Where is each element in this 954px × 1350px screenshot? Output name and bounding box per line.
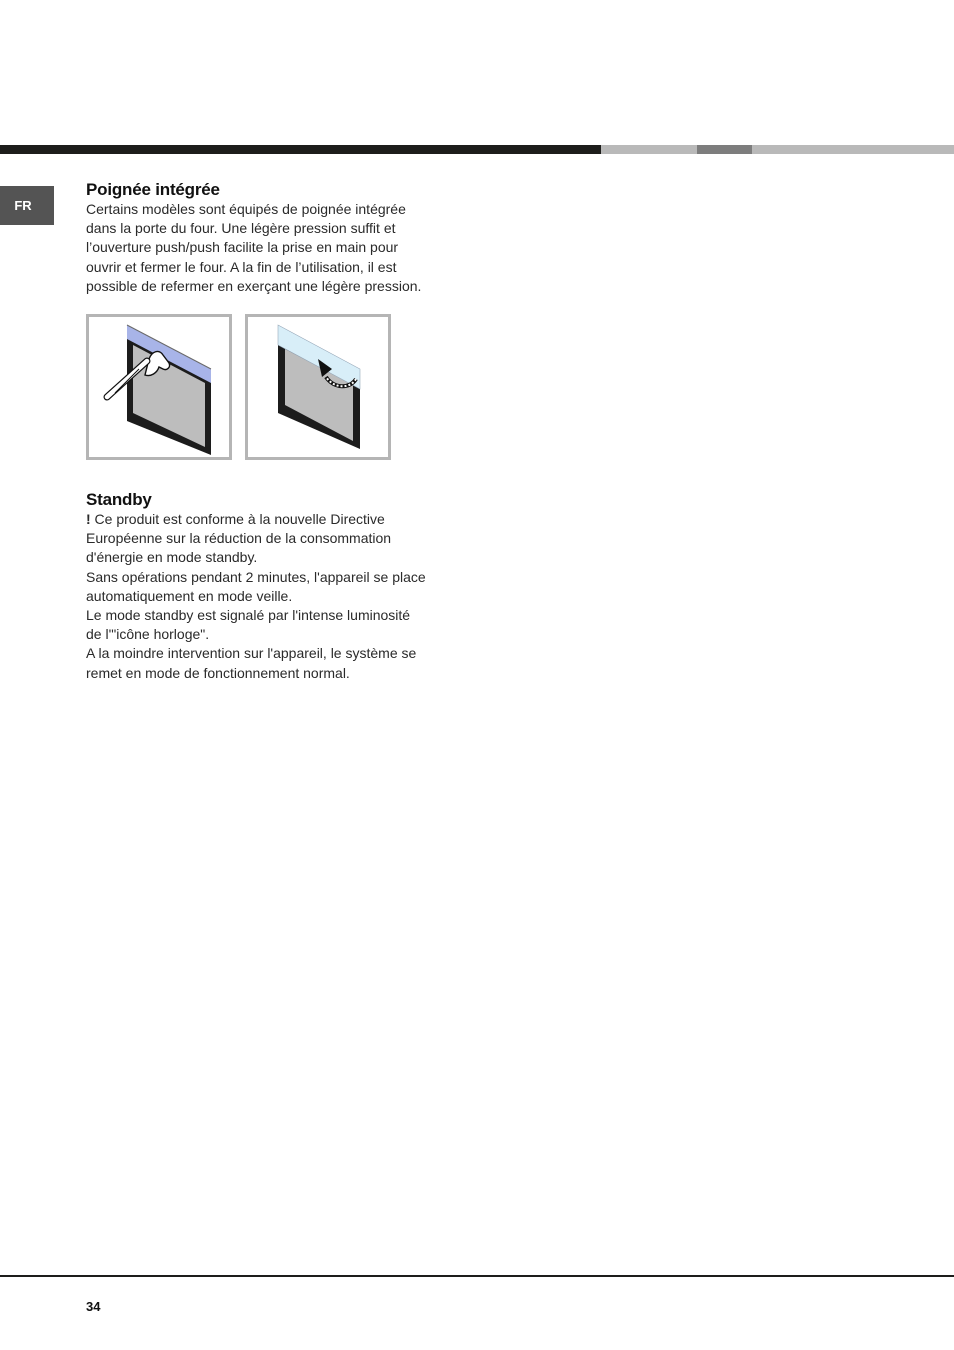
language-tab: FR bbox=[0, 186, 54, 225]
oven-door-close-arrow-icon bbox=[248, 317, 388, 457]
paragraph-line: dans la porte du four. Une légère pression suffit et bbox=[86, 220, 396, 237]
paragraph-line: Le mode standby est signalé par l'intense luminosité bbox=[86, 607, 411, 624]
footer-rule bbox=[0, 1275, 954, 1277]
paragraph-line: Européenne sur la réduction de la consommation bbox=[86, 530, 392, 547]
paragraph-line: possible de refermer en exerçant une légère pression. bbox=[86, 277, 422, 294]
paragraph-line-text: Ce produit est conforme à la nouvelle Directive bbox=[90, 511, 385, 527]
paragraph-line: d'énergie en mode standby. bbox=[86, 549, 258, 566]
paragraph-line: Certains modèles sont équipés de poignée intégrée bbox=[86, 201, 406, 217]
paragraph-line: l’ouverture push/push facilite la prise en main pour bbox=[86, 239, 399, 256]
header-bar-dark-segment bbox=[0, 145, 601, 154]
header-bar-light-segment bbox=[601, 145, 697, 154]
section-title: Poignée intégrée bbox=[86, 180, 220, 199]
figure-push-open bbox=[86, 314, 232, 460]
warning-mark: ! bbox=[86, 511, 91, 527]
paragraph-line: remet en mode de fonctionnement normal. bbox=[86, 664, 350, 681]
oven-door-push-hand-icon bbox=[89, 317, 229, 457]
paragraph-line: Sans opérations pendant 2 minutes, l'appareil se place bbox=[86, 568, 426, 585]
paragraph-line: de l'"icône horloge". bbox=[86, 626, 210, 643]
paragraph-line: A la moindre intervention sur l'appareil, le système se bbox=[86, 645, 417, 662]
paragraph-line: ouvrir et fermer le four. A la fin de l’utilisation, il est bbox=[86, 258, 397, 275]
page-number: 34 bbox=[86, 1299, 101, 1314]
header-bar-light-segment-end bbox=[752, 145, 954, 154]
paragraph-line-warning bbox=[86, 510, 464, 529]
section-integrated-handle bbox=[86, 180, 464, 296]
paragraph-line: automatiquement en mode veille. bbox=[86, 587, 293, 604]
section-standby bbox=[86, 490, 464, 683]
section-title: Standby bbox=[86, 490, 152, 509]
figure-push-close bbox=[245, 314, 391, 460]
header-bar-mid-segment bbox=[697, 145, 752, 154]
header-color-bar bbox=[0, 145, 954, 154]
